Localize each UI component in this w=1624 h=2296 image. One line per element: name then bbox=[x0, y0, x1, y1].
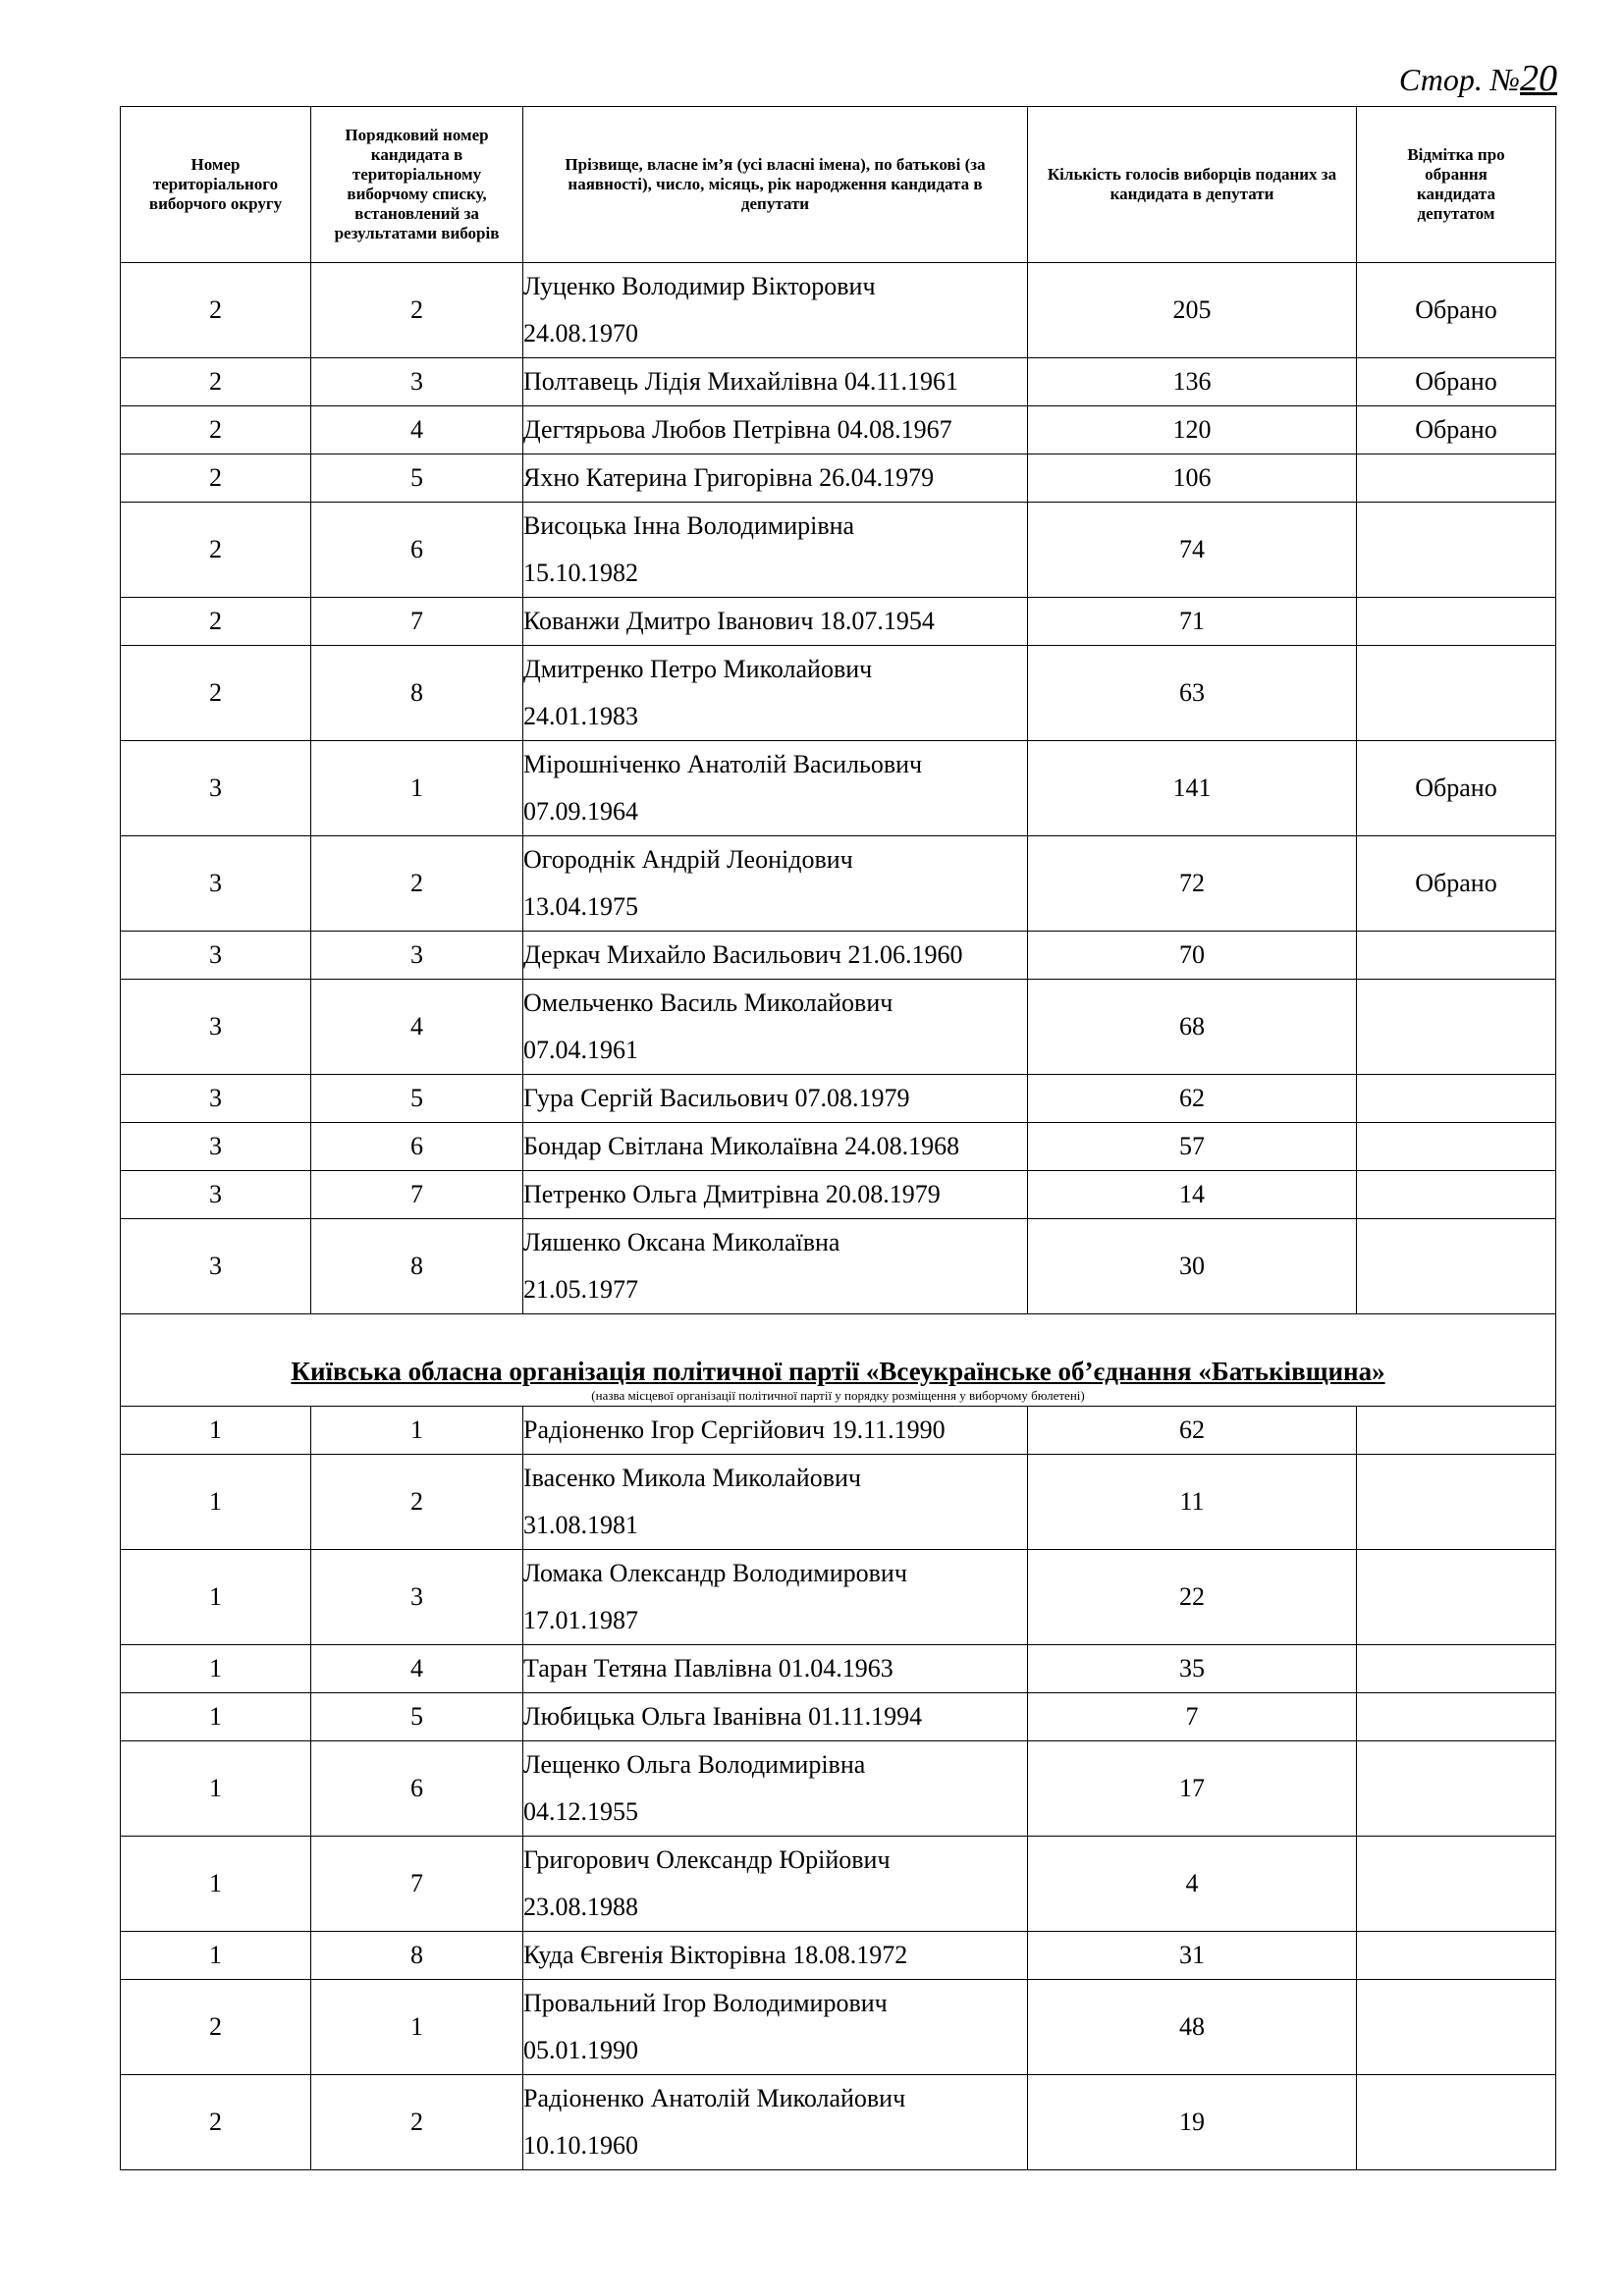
district-cell: 3 bbox=[121, 1075, 311, 1123]
candidate-name: Висоцька Інна Володимирівна bbox=[523, 511, 855, 540]
header-order: Порядковий номер кандидата в територіальному виборчому списку, встановлений за результатами виборів bbox=[311, 107, 523, 263]
candidate-cell bbox=[523, 1837, 1028, 1932]
district-cell: 1 bbox=[121, 1407, 311, 1455]
candidate-name: Бондар Світлана Миколаївна 24.08.1968 bbox=[523, 1132, 960, 1160]
order-cell: 2 bbox=[311, 263, 523, 358]
candidate-cell bbox=[523, 598, 1028, 646]
party-section-row bbox=[121, 1314, 1556, 1407]
votes-cell: 11 bbox=[1028, 1455, 1357, 1550]
table-row bbox=[121, 1455, 1556, 1550]
table-row bbox=[121, 836, 1556, 932]
table-row bbox=[121, 598, 1556, 646]
order-cell: 6 bbox=[311, 1741, 523, 1837]
order-cell: 6 bbox=[311, 503, 523, 598]
votes-cell: 7 bbox=[1028, 1693, 1357, 1741]
order-cell: 3 bbox=[311, 1550, 523, 1645]
candidate-name: Полтавець Лідія Михайлівна 04.11.1961 bbox=[523, 367, 958, 396]
table-row bbox=[121, 1932, 1556, 1980]
candidate-dob: 10.10.1960 bbox=[523, 2131, 638, 2160]
candidate-name: Любицька Ольга Іванівна 01.11.1994 bbox=[523, 1702, 923, 1731]
elected-mark-cell bbox=[1357, 980, 1556, 1075]
votes-cell: 19 bbox=[1028, 2075, 1357, 2170]
elected-mark-cell: Обрано bbox=[1357, 406, 1556, 454]
order-cell: 7 bbox=[311, 1837, 523, 1932]
candidate-cell bbox=[523, 932, 1028, 980]
votes-cell: 57 bbox=[1028, 1123, 1357, 1171]
votes-cell: 31 bbox=[1028, 1932, 1357, 1980]
order-cell: 1 bbox=[311, 1407, 523, 1455]
elected-mark-cell bbox=[1357, 1455, 1556, 1550]
candidate-name: Огороднік Андрій Леонідович bbox=[523, 845, 853, 874]
district-cell: 3 bbox=[121, 1123, 311, 1171]
elected-mark-cell bbox=[1357, 646, 1556, 741]
district-cell: 2 bbox=[121, 598, 311, 646]
party-section-cell bbox=[121, 1314, 1556, 1407]
district-cell: 2 bbox=[121, 1980, 311, 2075]
order-cell: 4 bbox=[311, 980, 523, 1075]
candidate-name: Гура Сергій Васильович 07.08.1979 bbox=[523, 1084, 910, 1112]
elected-mark-cell bbox=[1357, 1645, 1556, 1693]
elected-mark-cell bbox=[1357, 454, 1556, 503]
candidate-cell bbox=[523, 1980, 1028, 2075]
candidate-name: Яхно Катерина Григорівна 26.04.1979 bbox=[523, 463, 935, 492]
votes-cell: 71 bbox=[1028, 598, 1357, 646]
votes-cell: 106 bbox=[1028, 454, 1357, 503]
candidate-cell bbox=[523, 1407, 1028, 1455]
order-cell: 6 bbox=[311, 1123, 523, 1171]
table-row bbox=[121, 1123, 1556, 1171]
header-name: Прізвище, власне ім’я (усі власні імена), по батькові (за наявності), число, місяць, рік народження кандидата в депутати bbox=[523, 107, 1028, 263]
candidate-cell bbox=[523, 406, 1028, 454]
candidate-name: Радіоненко Анатолій Миколайович bbox=[523, 2084, 906, 2112]
candidate-cell bbox=[523, 1075, 1028, 1123]
order-cell: 7 bbox=[311, 598, 523, 646]
candidate-dob: 31.08.1981 bbox=[523, 1511, 638, 1539]
table-body bbox=[121, 263, 1556, 2170]
candidate-dob: 07.04.1961 bbox=[523, 1036, 638, 1064]
elected-mark-cell bbox=[1357, 503, 1556, 598]
candidate-dob: 24.01.1983 bbox=[523, 702, 638, 730]
candidate-name: Ломака Олександр Володимирович bbox=[523, 1559, 907, 1587]
district-cell: 2 bbox=[121, 263, 311, 358]
candidate-dob: 15.10.1982 bbox=[523, 559, 638, 587]
district-cell: 1 bbox=[121, 1693, 311, 1741]
table-row bbox=[121, 646, 1556, 741]
candidate-dob: 24.08.1970 bbox=[523, 319, 638, 347]
candidate-cell bbox=[523, 741, 1028, 836]
table-row bbox=[121, 1219, 1556, 1314]
candidate-cell bbox=[523, 1219, 1028, 1314]
candidate-cell bbox=[523, 1550, 1028, 1645]
candidate-name: Петренко Ольга Дмитрівна 20.08.1979 bbox=[523, 1180, 941, 1208]
district-cell: 1 bbox=[121, 1550, 311, 1645]
votes-cell: 74 bbox=[1028, 503, 1357, 598]
table-row bbox=[121, 1645, 1556, 1693]
elected-mark-cell bbox=[1357, 1219, 1556, 1314]
order-cell: 3 bbox=[311, 358, 523, 406]
elected-mark-cell bbox=[1357, 1407, 1556, 1455]
order-cell: 4 bbox=[311, 1645, 523, 1693]
votes-cell: 17 bbox=[1028, 1741, 1357, 1837]
order-cell: 5 bbox=[311, 454, 523, 503]
candidate-cell bbox=[523, 1741, 1028, 1837]
order-cell: 8 bbox=[311, 646, 523, 741]
candidate-cell bbox=[523, 980, 1028, 1075]
table-row bbox=[121, 1075, 1556, 1123]
party-name-note: (назва місцевої організації політичної партії у порядку розміщення у виборчому бюлетені) bbox=[591, 1388, 1085, 1403]
table-row bbox=[121, 406, 1556, 454]
elected-mark-cell bbox=[1357, 1550, 1556, 1645]
elected-mark-cell: Обрано bbox=[1357, 358, 1556, 406]
candidate-name: Григорович Олександр Юрійович bbox=[523, 1845, 891, 1874]
candidate-name: Деркач Михайло Васильович 21.06.1960 bbox=[523, 940, 963, 969]
table-row bbox=[121, 932, 1556, 980]
votes-cell: 68 bbox=[1028, 980, 1357, 1075]
order-cell: 8 bbox=[311, 1932, 523, 1980]
table-row bbox=[121, 1407, 1556, 1455]
candidate-dob: 04.12.1955 bbox=[523, 1797, 638, 1826]
district-cell: 1 bbox=[121, 1645, 311, 1693]
candidate-cell bbox=[523, 836, 1028, 932]
candidate-dob: 07.09.1964 bbox=[523, 797, 638, 826]
district-cell: 2 bbox=[121, 646, 311, 741]
elected-mark-cell bbox=[1357, 598, 1556, 646]
order-cell: 8 bbox=[311, 1219, 523, 1314]
district-cell: 1 bbox=[121, 1932, 311, 1980]
candidate-cell bbox=[523, 1693, 1028, 1741]
votes-cell: 48 bbox=[1028, 1980, 1357, 2075]
table-row bbox=[121, 1550, 1556, 1645]
votes-cell: 205 bbox=[1028, 263, 1357, 358]
candidate-cell bbox=[523, 454, 1028, 503]
order-cell: 4 bbox=[311, 406, 523, 454]
page-label-prefix: Стор. № bbox=[1398, 62, 1520, 97]
order-cell: 7 bbox=[311, 1171, 523, 1219]
elected-mark-cell bbox=[1357, 1932, 1556, 1980]
candidate-cell bbox=[523, 646, 1028, 741]
order-cell: 3 bbox=[311, 932, 523, 980]
candidate-name: Дмитренко Петро Миколайович bbox=[523, 655, 873, 683]
order-cell: 2 bbox=[311, 1455, 523, 1550]
order-cell: 2 bbox=[311, 2075, 523, 2170]
table-row bbox=[121, 1693, 1556, 1741]
elected-mark-cell bbox=[1357, 1980, 1556, 2075]
votes-cell: 63 bbox=[1028, 646, 1357, 741]
elected-mark-cell: Обрано bbox=[1357, 263, 1556, 358]
table-row bbox=[121, 1741, 1556, 1837]
district-cell: 2 bbox=[121, 358, 311, 406]
elected-mark-cell: Обрано bbox=[1357, 836, 1556, 932]
district-cell: 3 bbox=[121, 836, 311, 932]
votes-cell: 62 bbox=[1028, 1075, 1357, 1123]
elected-mark-cell bbox=[1357, 1171, 1556, 1219]
elected-mark-cell bbox=[1357, 1837, 1556, 1932]
candidate-cell bbox=[523, 1123, 1028, 1171]
votes-cell: 70 bbox=[1028, 932, 1357, 980]
votes-cell: 14 bbox=[1028, 1171, 1357, 1219]
district-cell: 3 bbox=[121, 932, 311, 980]
table-row bbox=[121, 263, 1556, 358]
header-district: Номер територіального виборчого округу bbox=[121, 107, 311, 263]
table-row bbox=[121, 741, 1556, 836]
elected-mark-cell: Обрано bbox=[1357, 741, 1556, 836]
candidate-dob: 13.04.1975 bbox=[523, 892, 638, 921]
elected-mark-cell bbox=[1357, 1741, 1556, 1837]
header-votes: Кількість голосів виборців поданих за кандидата в депутати bbox=[1028, 107, 1357, 263]
votes-cell: 62 bbox=[1028, 1407, 1357, 1455]
candidate-cell bbox=[523, 2075, 1028, 2170]
table-row bbox=[121, 980, 1556, 1075]
table-row bbox=[121, 358, 1556, 406]
candidate-dob: 17.01.1987 bbox=[523, 1606, 638, 1634]
order-cell: 1 bbox=[311, 1980, 523, 2075]
elected-mark-cell bbox=[1357, 2075, 1556, 2170]
candidate-dob: 05.01.1990 bbox=[523, 2036, 638, 2064]
district-cell: 3 bbox=[121, 1171, 311, 1219]
district-cell: 2 bbox=[121, 2075, 311, 2170]
candidate-name: Куда Євгенія Вікторівна 18.08.1972 bbox=[523, 1941, 908, 1969]
candidate-name: Провальний Ігор Володимирович bbox=[523, 1989, 888, 2017]
candidate-cell bbox=[523, 358, 1028, 406]
district-cell: 3 bbox=[121, 1219, 311, 1314]
district-cell: 2 bbox=[121, 503, 311, 598]
elected-mark-cell bbox=[1357, 1075, 1556, 1123]
candidate-name: Радіоненко Ігор Сергійович 19.11.1990 bbox=[523, 1415, 946, 1444]
district-cell: 3 bbox=[121, 741, 311, 836]
candidate-cell bbox=[523, 1455, 1028, 1550]
candidate-name: Луценко Володимир Вікторович bbox=[523, 272, 876, 300]
candidate-name: Мірошніченко Анатолій Васильович bbox=[523, 750, 923, 778]
elected-mark-cell bbox=[1357, 1123, 1556, 1171]
votes-cell: 72 bbox=[1028, 836, 1357, 932]
candidate-cell bbox=[523, 263, 1028, 358]
candidate-name: Таран Тетяна Павлівна 01.04.1963 bbox=[523, 1654, 893, 1682]
table-row bbox=[121, 1837, 1556, 1932]
candidate-name: Лещенко Ольга Володимирівна bbox=[523, 1750, 866, 1779]
district-cell: 2 bbox=[121, 454, 311, 503]
table-header-row bbox=[121, 107, 1556, 263]
page-number-label bbox=[1399, 57, 1557, 100]
district-cell: 2 bbox=[121, 406, 311, 454]
votes-cell: 4 bbox=[1028, 1837, 1357, 1932]
header-mark: Відмітка про обрання кандидата депутатом bbox=[1357, 107, 1556, 263]
district-cell: 1 bbox=[121, 1455, 311, 1550]
votes-cell: 141 bbox=[1028, 741, 1357, 836]
district-cell: 1 bbox=[121, 1741, 311, 1837]
candidate-cell bbox=[523, 503, 1028, 598]
page-number: 20 bbox=[1520, 58, 1557, 99]
table-row bbox=[121, 503, 1556, 598]
candidate-name: Омельченко Василь Миколайович bbox=[523, 988, 893, 1017]
order-cell: 2 bbox=[311, 836, 523, 932]
candidate-name: Дегтярьова Любов Петрівна 04.08.1967 bbox=[523, 415, 952, 444]
votes-cell: 35 bbox=[1028, 1645, 1357, 1693]
votes-cell: 136 bbox=[1028, 358, 1357, 406]
candidate-cell bbox=[523, 1645, 1028, 1693]
candidate-dob: 23.08.1988 bbox=[523, 1893, 638, 1921]
election-results-table bbox=[120, 106, 1556, 2170]
candidate-cell bbox=[523, 1171, 1028, 1219]
candidate-name: Ляшенко Оксана Миколаївна bbox=[523, 1228, 840, 1256]
votes-cell: 30 bbox=[1028, 1219, 1357, 1314]
district-cell: 1 bbox=[121, 1837, 311, 1932]
table-row bbox=[121, 1171, 1556, 1219]
table-row bbox=[121, 454, 1556, 503]
candidate-name: Івасенко Микола Миколайович bbox=[523, 1464, 861, 1492]
order-cell: 5 bbox=[311, 1075, 523, 1123]
order-cell: 1 bbox=[311, 741, 523, 836]
district-cell: 3 bbox=[121, 980, 311, 1075]
table-row bbox=[121, 2075, 1556, 2170]
order-cell: 5 bbox=[311, 1693, 523, 1741]
candidate-name: Кованжи Дмитро Іванович 18.07.1954 bbox=[523, 607, 935, 635]
candidate-dob: 21.05.1977 bbox=[523, 1275, 638, 1304]
candidate-cell bbox=[523, 1932, 1028, 1980]
elected-mark-cell bbox=[1357, 1693, 1556, 1741]
elected-mark-cell bbox=[1357, 932, 1556, 980]
party-name: Київська обласна організація політичної партії «Всеукраїнське об’єднання «Батьківщина» bbox=[291, 1357, 1385, 1386]
votes-cell: 120 bbox=[1028, 406, 1357, 454]
votes-cell: 22 bbox=[1028, 1550, 1357, 1645]
table-row bbox=[121, 1980, 1556, 2075]
